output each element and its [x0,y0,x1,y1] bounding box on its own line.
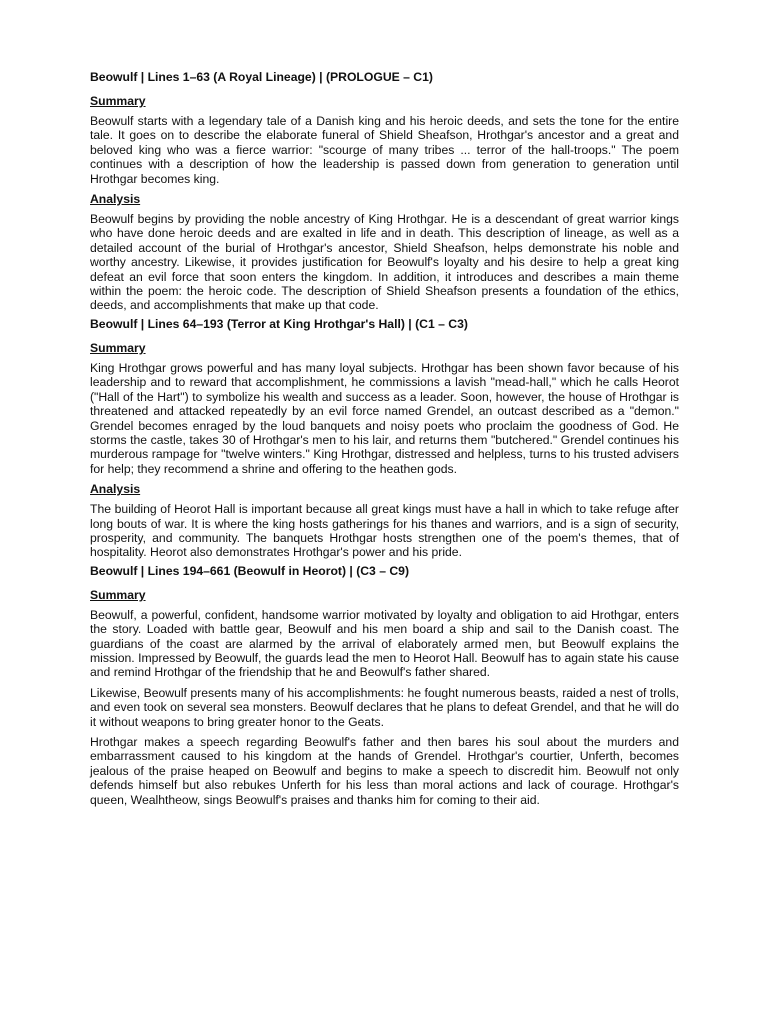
section-heading: Beowulf | Lines 64–193 (Terror at King Hrothgar's Hall) | (C1 – C3) [90,316,468,331]
summary-heading: Summary [90,340,146,355]
summary-paragraph: Likewise, Beowulf presents many of his accomplishments: he fought numerous beasts, raided a nest of trolls, and even took on several sea monsters. Beowulf declares that he plans to defeat Grendel, and that he will do it without weapons to bring greater honor to the Geats. [90,685,679,729]
summary-heading: Summary [90,587,146,602]
summary-paragraph: Beowulf starts with a legendary tale of a Danish king and his heroic deeds, and sets the tone for the entire tale. It goes on to describe the elaborate funeral of Shield Sheafson, Hrothgar's ancestor and a great and beloved king who was a fierce warrior: "scourge of many tribes ... terror of the hall-troops." The poem continues with a description of how the leadership is passed down from generation to generation until Hrothgar becomes king. [90,114,679,186]
analysis-heading: Analysis [90,482,141,497]
analysis-paragraph: Beowulf begins by providing the noble ancestry of King Hrothgar. He is a descendant of great warrior kings who have done heroic deeds and are exalted in life and in death. This description of lineage, as well as a detailed account of the burial of Hrothgar's ancestor, Shield Sheafson, helps demonstrate his noble and worthy ancestry. Likewise, it provides justification for Beowulf's loyalty and his desire to help a great king defeat an evil force that soon enters the kingdom. In addition, it introduces and describes a main theme within the poem: the heroic code. The description of Shield Sheafson presents a foundation of the ethics, deeds, and accomplishments that make up that code. [90,212,679,313]
document-page [90,70,679,813]
section-heading: Beowulf | Lines 1–63 (A Royal Lineage) | (PROLOGUE – C1) [90,70,433,84]
section-prologue [90,70,679,313]
summary-paragraph: King Hrothgar grows powerful and has many loyal subjects. Hrothgar has been shown favor because of his leadership and to reward that accomplishment, he commissions a lavish "mead-hall," which he calls Heorot ("Hall of the Hart") to symbolize his wealth and success as a leader. Soon, however, the house of Hrothgar is threatened and attacked repeatedly by an evil force named Grendel, an outcast described as a "demon." Grendel becomes enraged by the loud banquets and noisy poets who proclaim the goodness of God. He storms the castle, takes 30 of Hrothgar's men to his lair, and returns them "butchered." Grendel continues his murderous rampage for "twelve winters." King Hrothgar, distressed and helpless, turns to his trusted advisers for help; they recommend a shrine and offering to the heathen gods. [90,360,679,476]
section-terror-at-hall [90,317,679,560]
analysis-paragraph: The building of Heorot Hall is important because all great kings must have a hall in which to take refuge after long bouts of war. It is where the king hosts gatherings for his thanes and warriors, and is a sign of security, prosperity, and community. The banquets Hrothgar hosts strengthen one of the poem's themes, that of hospitality. Heorot also demonstrates Hrothgar's power and his pride. [90,502,679,560]
section-heading: Beowulf | Lines 194–661 (Beowulf in Heorot) | (C3 – C9) [90,563,410,578]
section-beowulf-in-heorot [90,564,679,807]
analysis-heading: Analysis [90,192,141,207]
summary-heading: Summary [90,94,146,108]
summary-paragraph: Beowulf, a powerful, confident, handsome warrior motivated by loyalty and obligation to aid Hrothgar, enters the story. Loaded with battle gear, Beowulf and his men board a ship and sail to the Danish coast. The guardians of the coast are alarmed by the arrival of elaborately armed men, but Beowulf explains the mission. Impressed by Beowulf, the guards lead the men to Heorot Hall. Beowulf has to again state his cause and remind Hrothgar of the friendship that he and Beowulf's father shared. [90,607,679,680]
summary-paragraph: Hrothgar makes a speech regarding Beowulf's father and then bares his soul about the murders and embarrassment caused to his kingdom at the hands of Grendel. Hrothgar's courtier, Unferth, becomes jealous of the praise heaped on Beowulf and begins to make a speech to discredit him. Beowulf not only defends himself but also rebukes Unferth for his less than moral actions and lack of courage. Hrothgar's queen, Wealhtheow, sings Beowulf's praises and thanks him for coming to their aid. [90,735,679,807]
